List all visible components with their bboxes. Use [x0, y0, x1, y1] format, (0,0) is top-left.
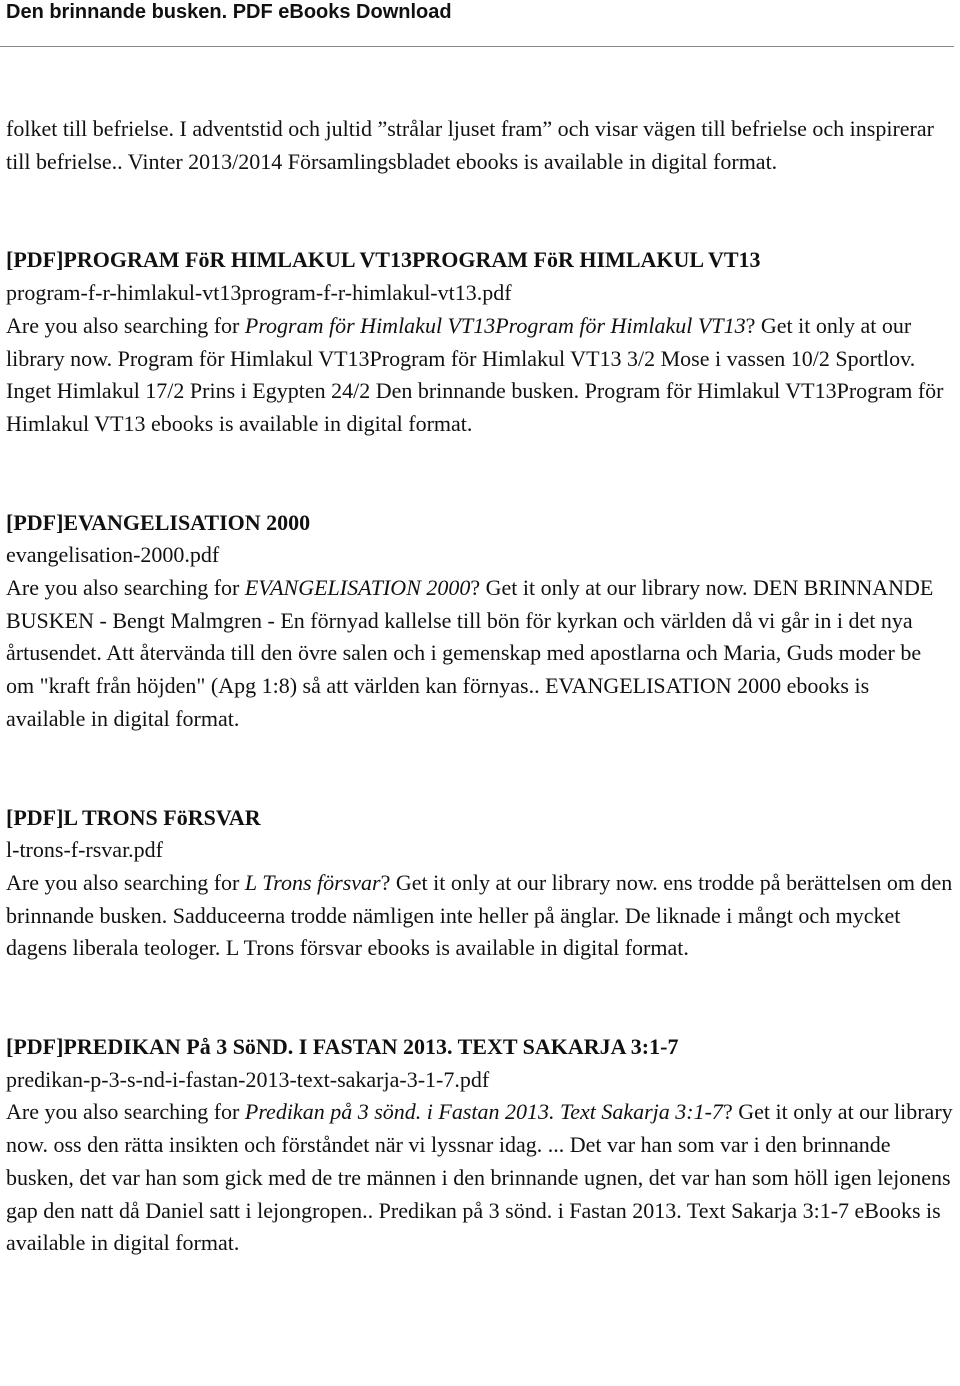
- section-body-text: Program för Himlakul VT13Program för Himlakul VT13 3/2 Mose i vassen 10/2 Sportlov. Inget Himlakul 17/2 Prins i Egypten 24/2 Den brinnande busken. Program för Himlakul VT13Program för Himlakul VT13 ebooks is available in digital format.: [6, 345, 944, 436]
- page-header: [6, 0, 946, 26]
- ask-prefix: Are you also searching for: [6, 575, 245, 601]
- section-title: [PDF]L TRONS FöRSVAR: [6, 804, 261, 830]
- section-body-text: DEN BRINNANDE BUSKEN - Bengt Malmgren - En förnyad kallelse till bön för kyrkan och världen då vi går in i det nya årtusendet. Att återvända till den övre salen och i gemenskap med apostlarna och Maria, Guds moder be om "kraft från höjden" (Apg 1:8) så att världen kan förnyas.. EVANGELISATION 2000 ebooks is available in digital format.: [6, 575, 934, 731]
- ask-suffix: ? Get it only at our library now.: [380, 869, 658, 895]
- result-section: [6, 802, 954, 966]
- section-description: [6, 867, 954, 965]
- ask-title: EVANGELISATION 2000: [244, 575, 471, 601]
- section-spacer: [6, 736, 954, 802]
- ask-title: Program för Himlakul VT13Program för Himlakul VT13: [244, 312, 746, 338]
- section-body-text: ens trodde på berättelsen om den brinnande busken. Sadduceerna trodde nämligen inte heller på änglar. De liknade i mångt och mycket dagens liberala teologer. L Trons försvar ebooks is available in digital format.: [6, 869, 953, 961]
- section-description: [6, 310, 954, 441]
- ask-prefix: Are you also searching for: [6, 1099, 245, 1125]
- ask-prefix: Are you also searching for: [6, 312, 245, 338]
- result-section: [6, 507, 954, 736]
- section-spacer: [6, 441, 954, 507]
- result-section: [6, 1031, 954, 1260]
- section-body-text: oss den rätta insikten och förståndet när vi lyssnar idag. ... Det var han som var i den brinnande busken, det var han som gick med de tre männen i den brinnande ugnen, det var han som höll igen lejonens gap den natt då Daniel satt i lejongropen.. Predikan på 3 sönd. i Fastan 2013. Text Sakarja 3:1-7 eBooks is available in digital format.: [6, 1132, 951, 1256]
- section-filename: l-trons-f-rsvar.pdf: [6, 837, 164, 863]
- page-title: Den brinnande busken. PDF eBooks Download: [6, 1, 452, 23]
- section-spacer: [6, 965, 954, 1031]
- section-filename: evangelisation-2000.pdf: [6, 542, 220, 568]
- ask-suffix: ? Get it only at our library now.: [6, 1099, 953, 1158]
- section-description: [6, 572, 954, 736]
- ask-suffix: ? Get it only at our library now.: [6, 312, 912, 371]
- section-title: [PDF]PROGRAM FöR HIMLAKUL VT13PROGRAM FöR HIMLAKUL VT13: [6, 247, 761, 273]
- ask-title: L Trons försvar: [244, 869, 381, 895]
- ask-suffix: ? Get it only at our library now.: [470, 575, 748, 601]
- section-title: [PDF]EVANGELISATION 2000: [6, 509, 311, 535]
- header-divider: [0, 46, 954, 47]
- ask-title: Predikan på 3 sönd. i Fastan 2013. Text Sakarja 3:1-7: [244, 1099, 723, 1125]
- intro-paragraph: folket till befrielse. I adventstid och jultid ”strålar ljuset fram” och visar vägen till befrielse och inspirerar till befrielse.. Vinter 2013/2014 Församlingsbladet ebooks is available in digital format.: [6, 116, 934, 174]
- result-section: [6, 244, 954, 440]
- document-body: [6, 113, 954, 1260]
- section-spacer: [6, 178, 954, 244]
- section-description: [6, 1096, 954, 1260]
- section-filename: program-f-r-himlakul-vt13program-f-r-himlakul-vt13.pdf: [6, 280, 512, 306]
- ask-prefix: Are you also searching for: [6, 869, 245, 895]
- section-filename: predikan-p-3-s-nd-i-fastan-2013-text-sakarja-3-1-7.pdf: [6, 1066, 490, 1092]
- section-title: [PDF]PREDIKAN På 3 SöND. I FASTAN 2013. TEXT SAKARJA 3:1-7: [6, 1034, 679, 1060]
